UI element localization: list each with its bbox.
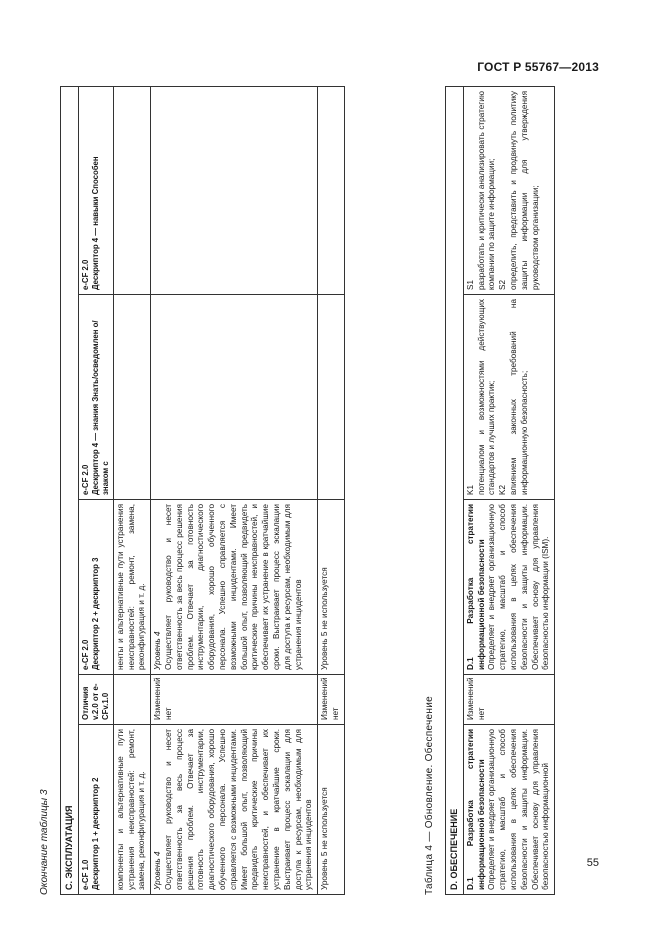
cell: компоненты и альтернативные пути устранения неисправностей: ремонт, замена, реконфигурация и т. д. xyxy=(113,725,150,895)
cell: ненты и альтернативные пути устранения неисправностей: ремонт, замена, реконфигурация и т. д. xyxy=(113,500,150,675)
cell xyxy=(113,675,150,725)
header-desc: Дескриптор 2 + дескриптор 3 xyxy=(90,557,100,670)
table-row xyxy=(61,86,79,894)
cell xyxy=(113,295,150,500)
header-desc: Дескриптор 4 — знания Знать/осведомлен о/знаком с xyxy=(90,320,110,495)
table-4 xyxy=(445,86,555,895)
header-code: e-CF 2.0 xyxy=(80,639,90,670)
table-row xyxy=(113,86,150,894)
header-code: e-CF 1.0 xyxy=(80,859,90,890)
rotated-content xyxy=(40,75,600,895)
cell-text: Определяет и внедряет организационную стратегию, масштаб и способ использования в целях обеспечения безопасности и защиты информации. Обеспечивает основу для управления безопасностью информационной xyxy=(487,729,551,890)
header-desc: Дескриптор 1 + дескриптор 2 xyxy=(90,777,100,890)
skill-code: S1 xyxy=(465,279,475,290)
cell xyxy=(463,500,554,675)
cell xyxy=(318,295,345,500)
header-desc: Дескриптор 4 — навыки Способен xyxy=(90,156,100,290)
competence-title: D.1 Разработка стратегии информационной безопасности xyxy=(465,504,486,670)
level-label: Уровень 4 xyxy=(153,851,163,890)
level-label: Уровень 4 xyxy=(153,631,163,670)
skill-text: разработать и критически анализировать стратегию компании по защите информации; xyxy=(476,90,497,290)
header-code: e-CF 2.0 xyxy=(80,464,90,495)
knowledge-text: потенциалом и возможностями действующих стандартов и лучших практик; xyxy=(476,299,497,495)
skill-code: S2 xyxy=(498,279,508,290)
table-row xyxy=(463,86,554,894)
cell xyxy=(151,725,318,895)
knowledge-code: K1 xyxy=(465,484,475,495)
cell-text: Осуществляет руководство и несет ответственность за весь процесс решения проблем. Отвечает за готовность инструментарии, диагностического оборудования, хорошо обученного персонала. Успешно справляется с возможными инцидентами. Имеет большой опыт, позволяющий предвидеть критические причины неисправностей, и обеспечивает их устранение в кратчайшие сроки. Выстраивает процесс эскалации для доступа к ресурсам, необходимым для устранения инцидентов xyxy=(163,729,314,890)
cell xyxy=(113,86,150,294)
col-header-ecf1 xyxy=(78,725,113,895)
table-row xyxy=(151,86,318,894)
cell: Уровень 5 не используется xyxy=(318,500,345,675)
cell xyxy=(463,295,554,500)
skill-text: определить, представить и продвинуть политику защиты информации для утверждения руководством организации; xyxy=(508,90,540,290)
cell: Изменений нет xyxy=(151,675,318,725)
cell xyxy=(151,295,318,500)
col-header-ecf2-knowledge xyxy=(78,295,113,500)
competence-title: D.1 Разработка стратегии информационной безопасности xyxy=(465,729,486,890)
table4-caption: Таблица 4 — Обновление. Обеспечение xyxy=(424,696,435,895)
table-header-row xyxy=(78,86,113,894)
page-number: 55 xyxy=(586,857,599,869)
cell: Изменений нет xyxy=(463,675,554,725)
header-code: e-CF 2.0 xyxy=(80,259,90,290)
table-3 xyxy=(60,86,345,895)
table-row xyxy=(446,86,464,894)
col-header-ecf2-d23 xyxy=(78,500,113,675)
col-header-ecf2-skills xyxy=(78,86,113,294)
table-row xyxy=(318,86,345,894)
cell-text: Определяет и внедряет организационную стратегию, масштаб и способ использования в целях обеспечения безопасности и защиты информации. Обеспечивает основу для управления безопасностью информации (ISM). xyxy=(487,504,551,670)
cell xyxy=(151,86,318,294)
col-header-diff: Отличия v.2.0 от e-CFv.1.0 xyxy=(78,675,113,725)
cell xyxy=(463,725,554,895)
cell-text: Осуществляет руководство и несет ответственность за весь процесс решения проблем. Отвечает за готовность инструментарии, диагностического оборудования, хорошо обученного персонала. Успешно справляется с возможными инцидентами. Имеет большой опыт, позволяющий предвидеть критические причины неисправностей, и обеспечивает их устранение в кратчайшие сроки. Выстраивает процесс эскалации для доступа к ресурсам, необходимым для устранения инцидентов xyxy=(163,504,303,670)
table3-caption: Окончание таблицы 3 xyxy=(39,789,50,895)
knowledge-text: влиянием законных требований на информационную безопасность; xyxy=(508,299,529,495)
cell xyxy=(463,86,554,294)
cell: Изменений нет xyxy=(318,675,345,725)
knowledge-code: K2 xyxy=(498,484,508,495)
section-title: C. ЭКСПЛУАТАЦИЯ xyxy=(61,86,79,894)
cell xyxy=(151,500,318,675)
section-title: D. ОБЕСПЕЧЕНИЕ xyxy=(446,86,464,894)
standard-number: ГОСТ Р 55767—2013 xyxy=(477,60,599,74)
cell xyxy=(318,86,345,294)
cell: Уровень 5 не используется xyxy=(318,725,345,895)
